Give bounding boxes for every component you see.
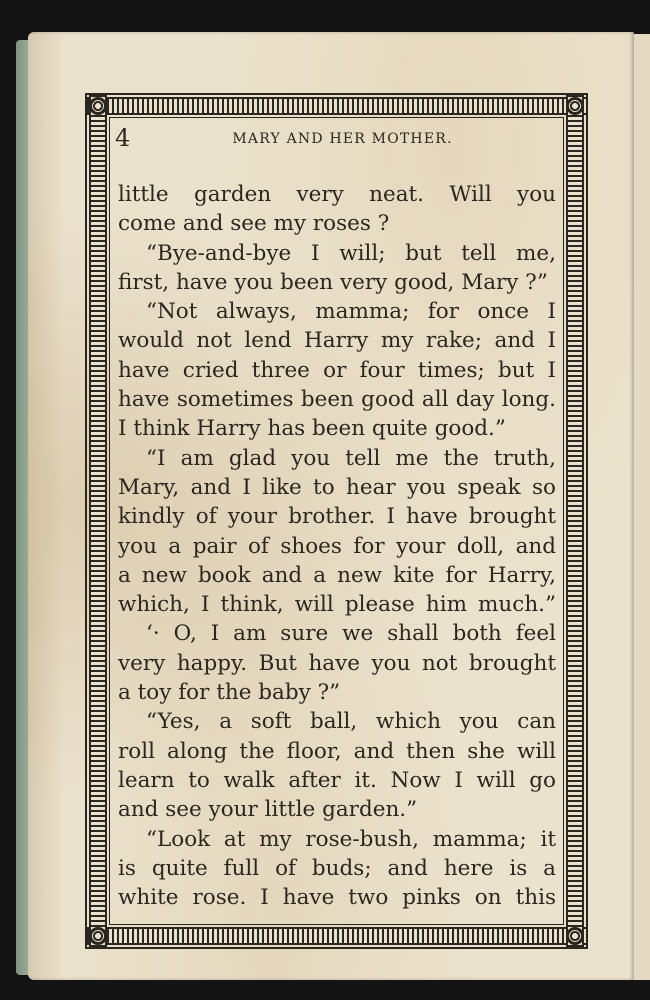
border-band-left xyxy=(89,95,107,947)
text-line: come and see my roses ? xyxy=(118,211,390,237)
text-line: a new book and a new kite for Harry, xyxy=(118,562,556,588)
text-line: “I am glad you tell me the truth, xyxy=(146,445,556,471)
page-header xyxy=(115,124,560,154)
text-line: roll along the floor, and then she will xyxy=(118,738,556,764)
text-line: “Yes, a soft ball, which you can xyxy=(146,709,556,735)
body-text xyxy=(118,180,556,912)
text-line: white rose. I have two pinks on this xyxy=(118,885,556,911)
text-line: Mary, and I like to hear you speak so xyxy=(118,474,556,500)
text-line: is quite full of buds; and here is a xyxy=(118,855,556,881)
text-line: which, I think, will please him much.” xyxy=(118,592,556,618)
text-line: kindly of your brother. I have brought xyxy=(118,504,556,530)
text-line: have sometimes been good all day long. xyxy=(118,387,556,413)
text-line: ‘· O, I am sure we shall both feel xyxy=(146,621,556,647)
page-number: 4 xyxy=(115,124,131,152)
text-line: learn to walk after it. Now I will go xyxy=(118,767,556,793)
text-line: little garden very neat. Will you xyxy=(118,182,556,207)
text-line: would not lend Harry my rake; and I xyxy=(118,328,556,354)
facing-page-edge xyxy=(632,34,650,980)
running-title: MARY AND HER MOTHER. xyxy=(232,131,453,147)
text-line: I think Harry has been quite good.” xyxy=(118,416,506,442)
corner-rosette-icon xyxy=(566,97,584,115)
border-band-bottom xyxy=(87,927,586,945)
text-line: have cried three or four times; but I xyxy=(118,357,556,383)
border-band-right xyxy=(566,95,584,947)
text-line: “Not always, mamma; for once I xyxy=(146,299,556,325)
border-band-top xyxy=(87,97,586,115)
text-line: very happy. But have you not brought xyxy=(118,650,556,676)
text-line: a toy for the baby ?” xyxy=(118,680,341,706)
corner-rosette-icon xyxy=(566,927,584,945)
text-line: first, have you been very good, Mary ?” xyxy=(118,269,548,295)
text-line: “Bye-and-bye I will; but tell me, xyxy=(146,240,556,266)
text-line: “Look at my rose-bush, mamma; it xyxy=(146,826,556,852)
text-line: you a pair of shoes for your doll, and xyxy=(118,533,556,559)
corner-rosette-icon xyxy=(89,927,107,945)
text-line: and see your little garden.” xyxy=(118,797,418,823)
corner-rosette-icon xyxy=(89,97,107,115)
